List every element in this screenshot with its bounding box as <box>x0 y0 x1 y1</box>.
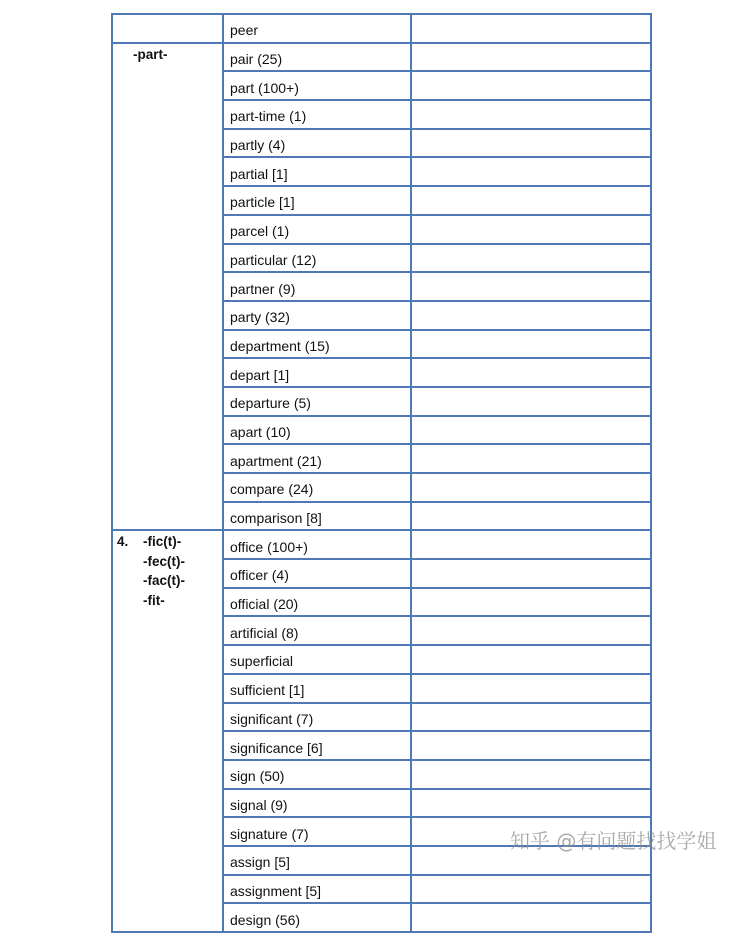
empty-note-cell <box>411 157 651 186</box>
empty-note-cell <box>411 301 651 330</box>
table-row <box>112 14 651 43</box>
empty-note-cell <box>411 129 651 158</box>
word-cell: design (56) <box>223 903 411 932</box>
word-cell: significance [6] <box>223 731 411 760</box>
root-number: 4. <box>117 534 129 550</box>
word-cell: part (100+) <box>223 71 411 100</box>
word-cell: signature (7) <box>223 817 411 846</box>
word-cell: assign [5] <box>223 846 411 875</box>
empty-note-cell <box>411 272 651 301</box>
empty-note-cell <box>411 14 651 43</box>
word-cell: artificial (8) <box>223 616 411 645</box>
word-cell: comparison [8] <box>223 502 411 531</box>
root-label: -fec(t)- <box>143 553 185 569</box>
word-cell: office (100+) <box>223 530 411 559</box>
vocabulary-table <box>111 13 652 933</box>
empty-note-cell <box>411 387 651 416</box>
word-cell: official (20) <box>223 588 411 617</box>
word-cell: sign (50) <box>223 760 411 789</box>
empty-note-cell <box>411 444 651 473</box>
table-row <box>112 530 651 559</box>
empty-note-cell <box>411 903 651 932</box>
empty-note-cell <box>411 215 651 244</box>
root-label: -fac(t)- <box>143 573 185 589</box>
word-cell: assignment [5] <box>223 875 411 904</box>
empty-note-cell <box>411 502 651 531</box>
word-cell: depart [1] <box>223 358 411 387</box>
word-cell: officer (4) <box>223 559 411 588</box>
word-cell: party (32) <box>223 301 411 330</box>
word-cell: particle [1] <box>223 186 411 215</box>
word-cell: partly (4) <box>223 129 411 158</box>
empty-note-cell <box>411 530 651 559</box>
vocabulary-table-body <box>112 14 651 932</box>
word-cell: sufficient [1] <box>223 674 411 703</box>
word-cell: partial [1] <box>223 157 411 186</box>
empty-note-cell <box>411 43 651 72</box>
zhihu-watermark-credit: 知乎 @有问题找找学姐 <box>510 829 717 853</box>
empty-note-cell <box>411 674 651 703</box>
word-cell: part-time (1) <box>223 100 411 129</box>
word-cell: partner (9) <box>223 272 411 301</box>
word-cell: departure (5) <box>223 387 411 416</box>
word-cell: compare (24) <box>223 473 411 502</box>
table-row <box>112 43 651 72</box>
word-cell: significant (7) <box>223 703 411 732</box>
root-label: -fic(t)- <box>143 534 182 550</box>
word-cell: pair (25) <box>223 43 411 72</box>
word-cell: department (15) <box>223 330 411 359</box>
word-cell: apart (10) <box>223 416 411 445</box>
empty-note-cell <box>411 473 651 502</box>
root-group <box>113 532 222 610</box>
empty-note-cell <box>411 760 651 789</box>
empty-note-cell <box>411 559 651 588</box>
word-cell: superficial <box>223 645 411 674</box>
root-cell <box>112 530 223 932</box>
word-cell: particular (12) <box>223 244 411 273</box>
empty-note-cell <box>411 588 651 617</box>
empty-note-cell <box>411 330 651 359</box>
empty-note-cell <box>411 731 651 760</box>
empty-note-cell <box>411 186 651 215</box>
empty-note-cell <box>411 616 651 645</box>
empty-note-cell <box>411 244 651 273</box>
empty-note-cell <box>411 100 651 129</box>
empty-note-cell <box>411 703 651 732</box>
root-label: -fit- <box>143 592 165 608</box>
word-cell: peer <box>223 14 411 43</box>
root-list <box>143 532 185 610</box>
root-cell <box>112 14 223 43</box>
word-cell: parcel (1) <box>223 215 411 244</box>
empty-note-cell <box>411 875 651 904</box>
word-cell: signal (9) <box>223 789 411 818</box>
empty-note-cell <box>411 789 651 818</box>
empty-note-cell <box>411 358 651 387</box>
empty-note-cell <box>411 645 651 674</box>
empty-note-cell <box>411 416 651 445</box>
root-cell <box>112 43 223 531</box>
empty-note-cell <box>411 71 651 100</box>
root-label: -part- <box>133 46 168 62</box>
word-cell: apartment (21) <box>223 444 411 473</box>
